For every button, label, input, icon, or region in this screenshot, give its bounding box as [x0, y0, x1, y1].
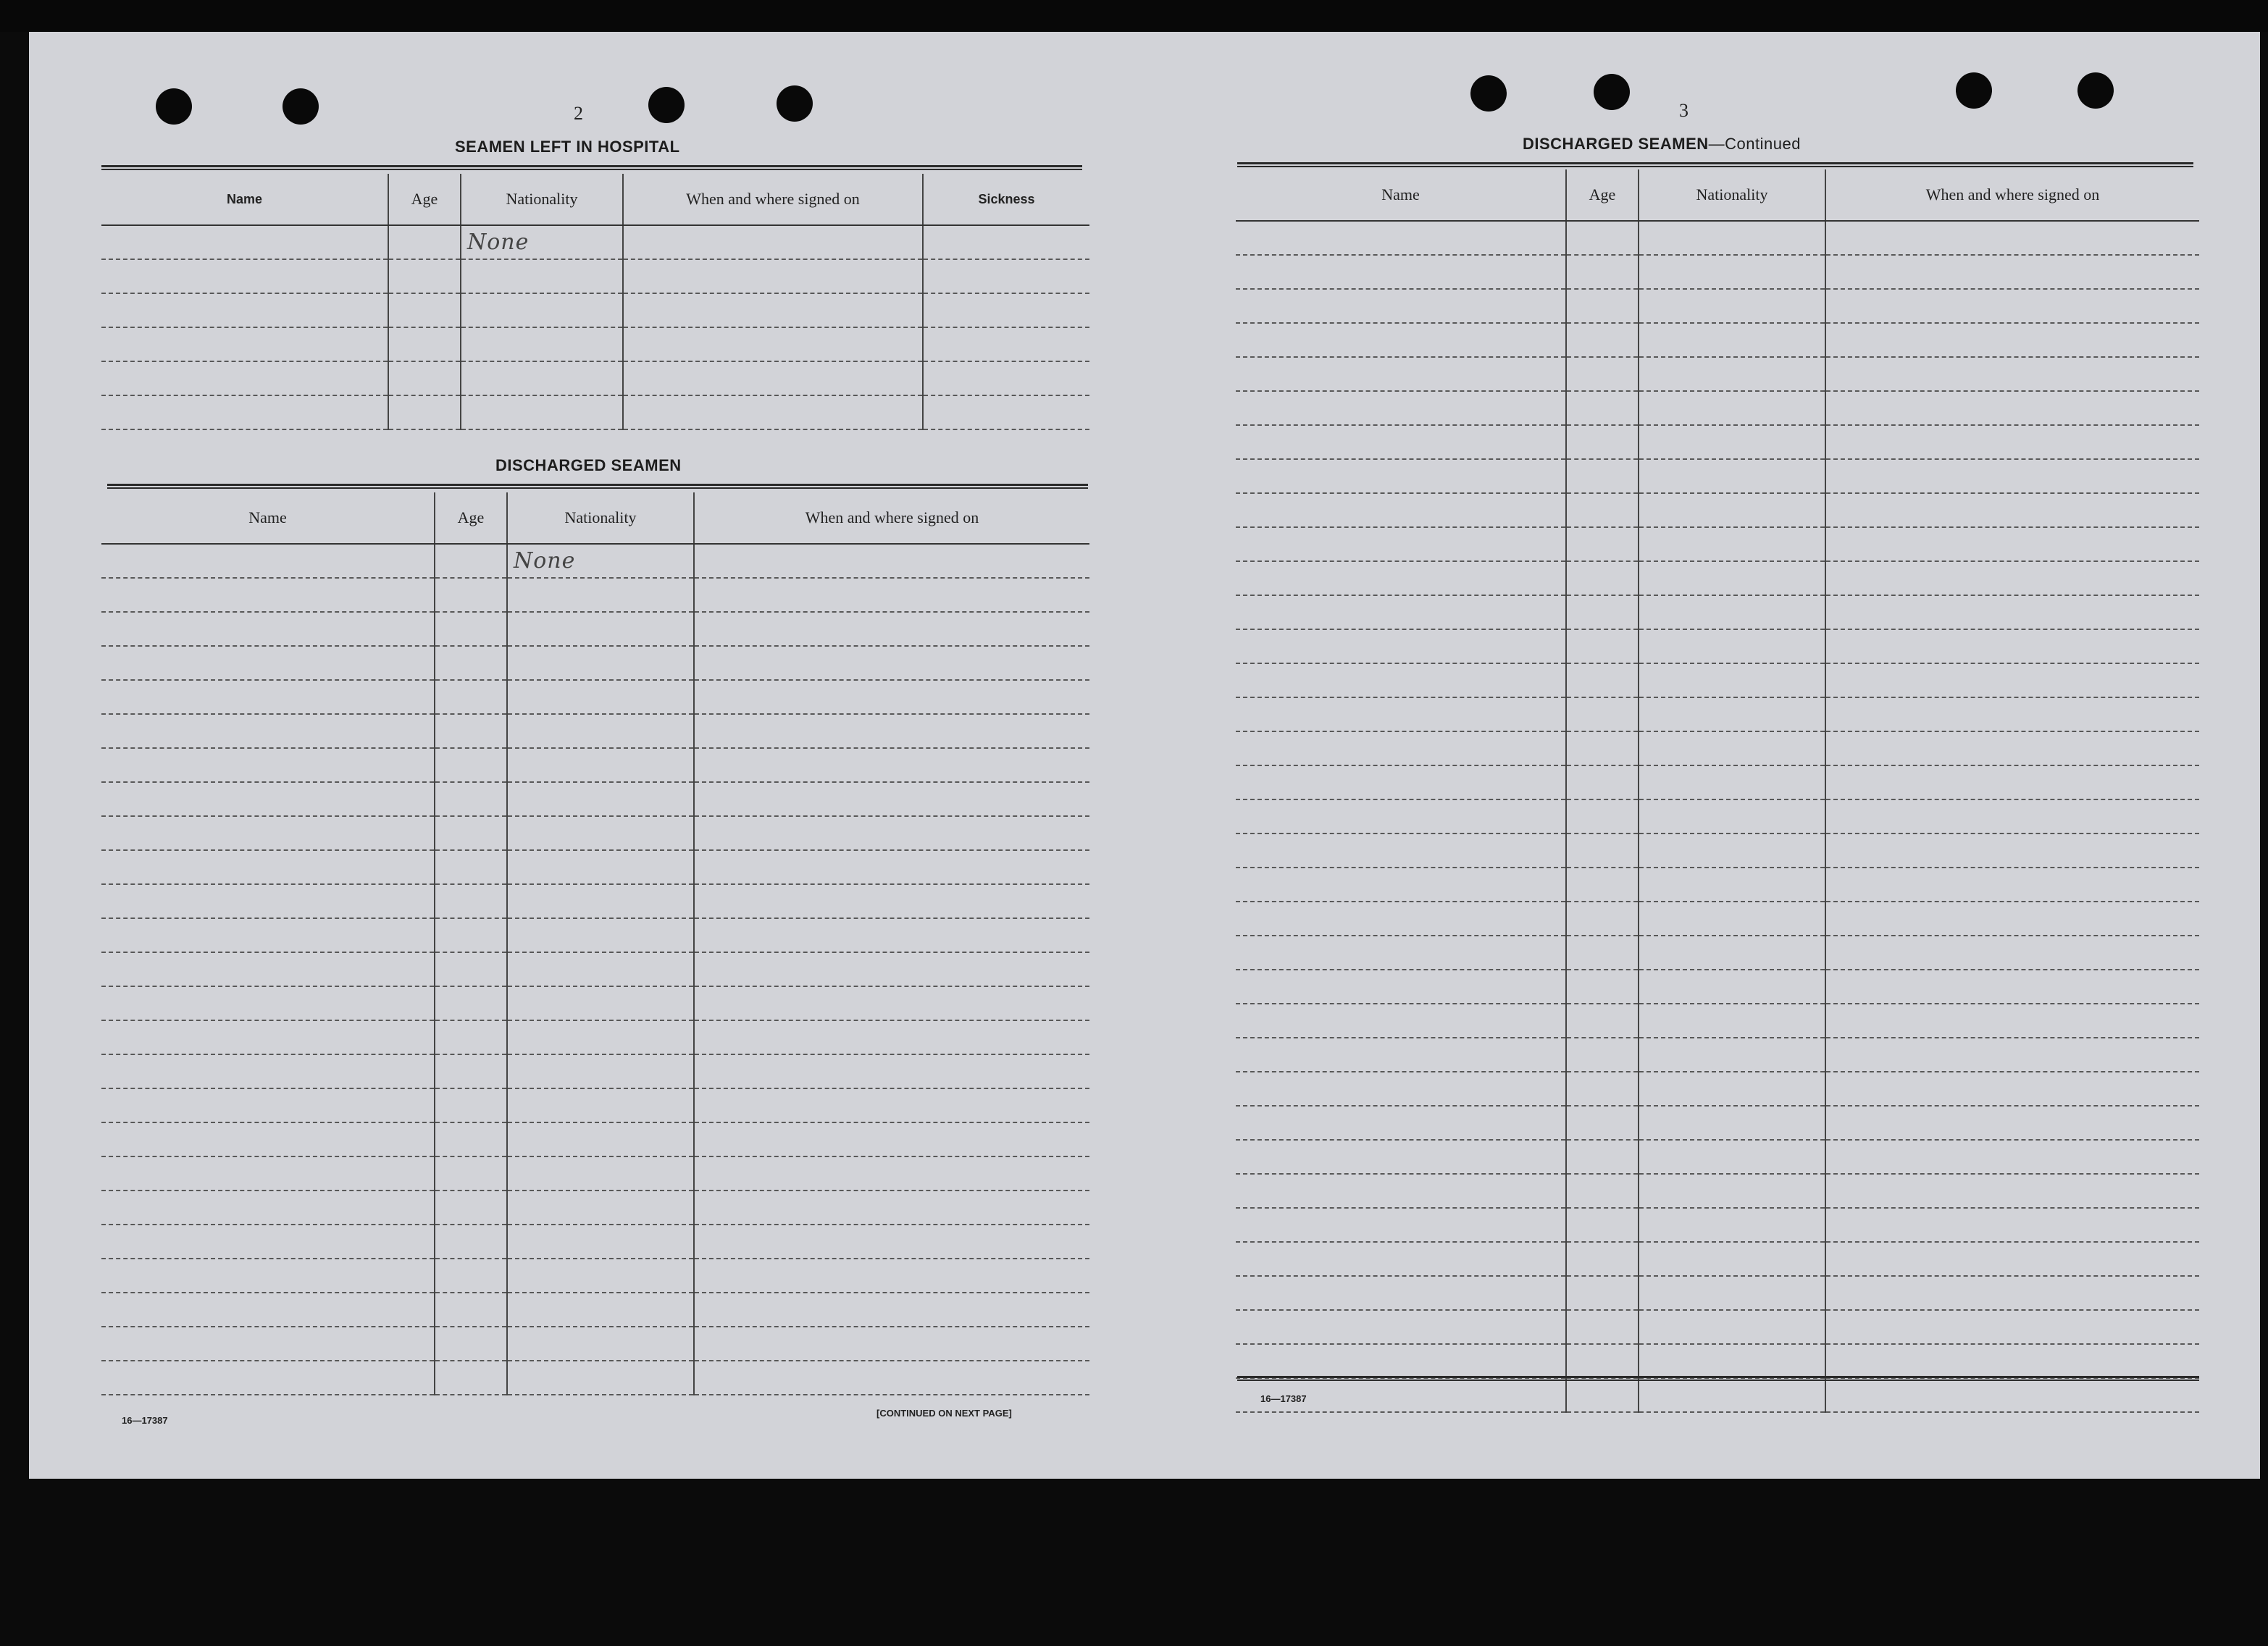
table-row — [1236, 1106, 2199, 1140]
table-row — [101, 986, 1089, 1020]
column-header-name: Name — [1236, 169, 1566, 221]
table-row — [1236, 1038, 2199, 1072]
table-row — [1236, 357, 2199, 391]
table-row — [1236, 765, 2199, 799]
table-row — [1236, 970, 2199, 1004]
table-row — [101, 259, 1089, 293]
table-row — [1236, 595, 2199, 629]
handwritten-entry: None — [514, 548, 576, 574]
table-row — [1236, 1378, 2199, 1412]
table-row — [1236, 731, 2199, 765]
page-number: 2 — [574, 103, 583, 124]
table-row — [101, 578, 1089, 612]
section-title-main: DISCHARGED SEAMEN — [1523, 135, 1709, 153]
nationality-cell — [507, 544, 694, 578]
name-cell — [101, 544, 435, 578]
table-row — [1236, 391, 2199, 425]
table-row — [101, 1122, 1089, 1156]
name-cell — [101, 225, 388, 259]
signed-on-cell — [623, 225, 923, 259]
column-header-nationality: Nationality — [507, 492, 694, 544]
table-row — [1236, 1004, 2199, 1038]
table-row — [101, 748, 1089, 782]
column-header-signed-on: When and where signed on — [694, 492, 1089, 544]
continued-note: [CONTINUED ON NEXT PAGE] — [876, 1408, 1012, 1419]
page-number: 3 — [1679, 100, 1689, 121]
table-row — [1236, 1276, 2199, 1310]
discharged-continued-table — [1236, 169, 2199, 1413]
table-row — [101, 1361, 1089, 1395]
table-row — [101, 646, 1089, 680]
nationality-cell — [461, 225, 623, 259]
table-row — [1236, 459, 2199, 493]
table-row — [101, 1225, 1089, 1259]
section-rule — [1237, 162, 2193, 167]
sickness-cell — [923, 225, 1089, 259]
section-rule — [1237, 1376, 2199, 1381]
table-row — [1236, 221, 2199, 255]
table-row — [101, 816, 1089, 850]
table-row — [101, 918, 1089, 952]
table-row — [101, 782, 1089, 816]
table-row — [101, 1191, 1089, 1225]
table-row — [101, 1054, 1089, 1088]
section-title-suffix: —Continued — [1708, 135, 1801, 153]
table-row — [101, 714, 1089, 748]
column-header-sickness: Sickness — [923, 174, 1089, 225]
table-row — [101, 952, 1089, 986]
table-row — [1236, 1140, 2199, 1174]
right-page — [1145, 32, 2260, 1479]
table-row — [1236, 493, 2199, 527]
column-header-signed-on: When and where signed on — [623, 174, 923, 225]
table-row — [101, 1020, 1089, 1054]
table-row — [1236, 255, 2199, 289]
table-row — [1236, 663, 2199, 697]
discharged-continued-title — [1523, 135, 1801, 154]
table-row — [1236, 289, 2199, 323]
table-row — [1236, 561, 2199, 595]
table-row — [1236, 527, 2199, 561]
form-number: 16—17387 — [122, 1415, 168, 1426]
column-header-age: Age — [388, 174, 461, 225]
table-row — [101, 293, 1089, 327]
table-row — [1236, 1310, 2199, 1344]
discharged-section-title: DISCHARGED SEAMEN — [495, 456, 682, 474]
table-row — [1236, 868, 2199, 902]
table-row — [1236, 1344, 2199, 1378]
column-header-nationality: Nationality — [461, 174, 623, 225]
scan-border — [0, 0, 2268, 32]
table-row — [1236, 697, 2199, 731]
column-header-signed-on: When and where signed on — [1825, 169, 2199, 221]
table-row — [1236, 834, 2199, 868]
table-row — [101, 225, 1089, 259]
table-row — [1236, 323, 2199, 357]
hospital-table — [101, 174, 1089, 430]
column-header-age: Age — [1566, 169, 1639, 221]
table-row — [101, 884, 1089, 918]
column-header-age: Age — [435, 492, 507, 544]
table-row — [1236, 629, 2199, 663]
section-rule — [107, 484, 1088, 489]
signed-on-cell — [694, 544, 1089, 578]
table-row — [1236, 1174, 2199, 1208]
column-header-nationality: Nationality — [1639, 169, 1825, 221]
table-row — [101, 361, 1089, 395]
table-row — [1236, 1208, 2199, 1242]
table-row — [101, 680, 1089, 714]
table-row — [101, 1088, 1089, 1122]
table-row — [101, 612, 1089, 646]
table-row — [1236, 936, 2199, 970]
table-row — [1236, 425, 2199, 459]
section-rule — [101, 165, 1082, 170]
table-row — [101, 1156, 1089, 1191]
table-row — [1236, 902, 2199, 936]
hospital-section-title: SEAMEN LEFT IN HOSPITAL — [455, 138, 680, 156]
table-row — [101, 327, 1089, 361]
form-number: 16—17387 — [1260, 1393, 1307, 1404]
table-row — [101, 395, 1089, 429]
table-row — [1236, 1242, 2199, 1276]
discharged-table — [101, 492, 1089, 1395]
table-row — [1236, 1072, 2199, 1106]
left-page — [29, 32, 1145, 1479]
age-cell — [435, 544, 507, 578]
table-row — [101, 1293, 1089, 1327]
table-row — [101, 1259, 1089, 1293]
column-header-name: Name — [101, 492, 435, 544]
column-header-name: Name — [101, 174, 388, 225]
table-row — [101, 1327, 1089, 1361]
handwritten-entry: None — [467, 230, 530, 255]
age-cell — [388, 225, 461, 259]
table-row — [101, 544, 1089, 578]
ledger-sheet — [29, 32, 2260, 1479]
table-row — [1236, 799, 2199, 834]
table-row — [101, 850, 1089, 884]
